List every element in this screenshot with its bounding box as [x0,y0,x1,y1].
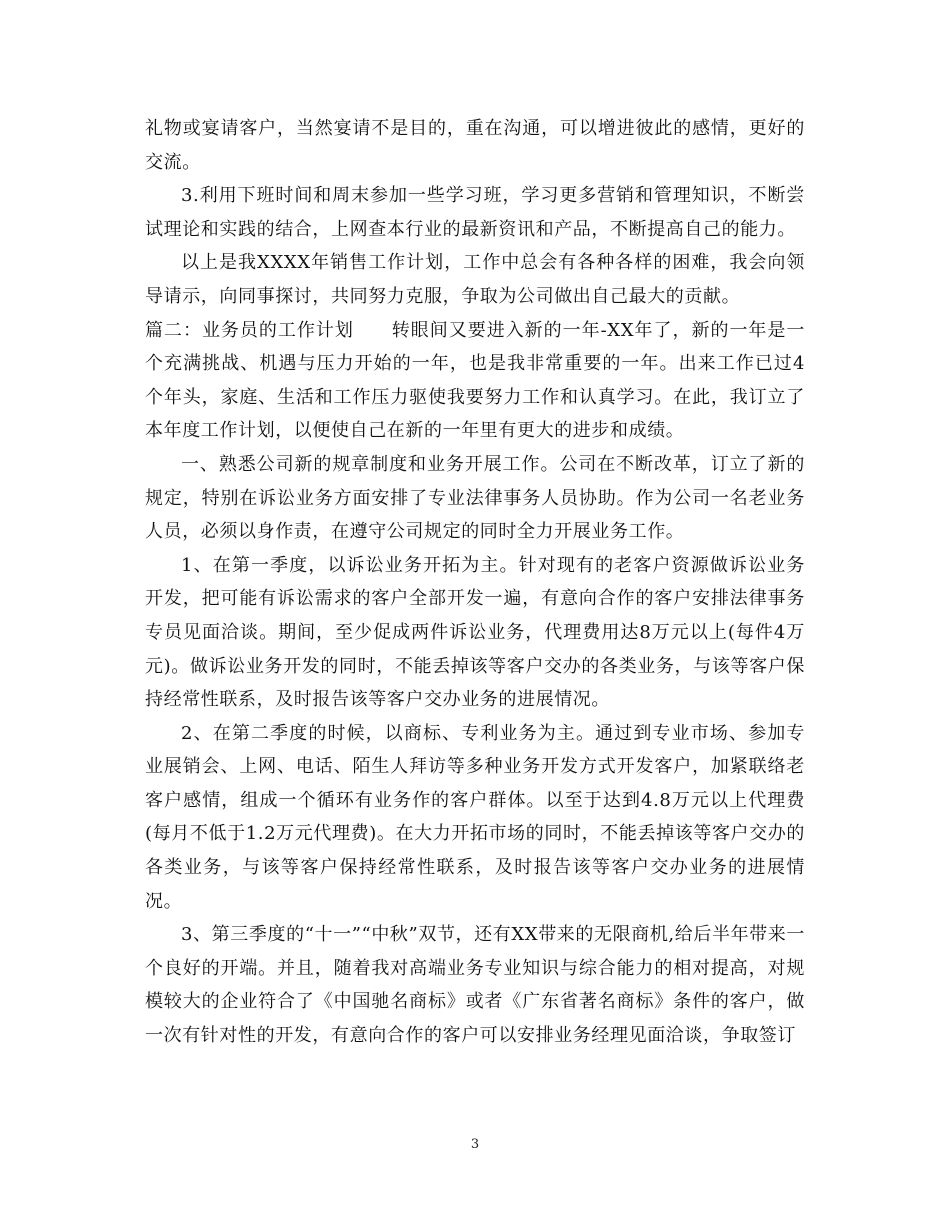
paragraph-second-quarter: 2、在第二季度的时候，以商标、专利业务为主。通过到专业市场、参加专业展销会、上网、电话、陌生人拜访等多种业务开发方式开发客户，加紧联络老客户感情，组成一个循环有业务作的客户群体。以至于达到4.8万元以上代理费(每月不低于1.2万元代理费)。在大力开拓市场的同时，不能丢掉该等客户交办的各类业务，与该等客户保持经常性联系，及时报告该等客户交办业务的进展情况。 [145,722,805,912]
paragraph-gift-banquet: 礼物或宴请客户，当然宴请不是目的，重在沟通，可以增进彼此的感情，更好的交流。 [145,118,805,173]
document-body [145,112,805,1053]
page-number: 3 [470,1137,480,1152]
paragraph-study-plan: 3.利用下班时间和周末参加一些学习班，学习更多营销和管理知识，不断尝试理论和实践的结合，上网查本行业的最新资讯和产品，不断提高自己的能力。 [145,185,805,240]
paragraph-first-quarter: 1、在第一季度，以诉讼业务开拓为主。针对现有的老客户资源做诉讼业务开发，把可能有诉讼需求的客户全部开发一遍，有意向合作的客户安排法律事务专员见面洽谈。期间，至少促成两件诉讼业务，代理费用达8万元以上(每件4万元)。做诉讼业务开发的同时，不能丢掉该等客户交办的各类业务，与该等客户保持经常性联系，及时报告该等客户交办业务的进展情况。 [145,554,805,711]
paragraph-third-quarter: 3、第三季度的“十一”“中秋”双节，还有XX带来的无限商机,给后半年带来一个良好的开端。并且，随着我对高端业务专业知识与综合能力的相对提高，对规模较大的企业符合了《中国驰名商标》或者《广东省著名商标》条件的客户，做一次有针对性的开发，有意向合作的客户可以安排业务经理见面洽谈，争取签订 [145,924,805,1047]
paragraph-company-rules: 一、熟悉公司新的规章制度和业务开展工作。公司在不断改革，订立了新的规定，特别在诉讼业务方面安排了专业法律事务人员协助。作为公司一名老业务人员，必须以身作责，在遵守公司规定的同时全力开展业务工作。 [145,453,805,543]
paragraph-sales-summary: 以上是我XXXX年销售工作计划，工作中总会有各种各样的困难，我会向领导请示，向同事探讨，共同努力克服，争取为公司做出自己最大的贡献。 [145,252,805,307]
paragraph-section-two-intro: 篇二：业务员的工作计划 转眼间又要进入新的一年-XX年了，新的一年是一个充满挑战、机遇与压力开始的一年，也是我非常重要的一年。出来工作已过4个年头，家庭、生活和工作压力驱使我要努力工作和认真学习。在此，我订立了本年度工作计划，以便使自己在新的一年里有更大的进步和成绩。 [145,319,805,442]
